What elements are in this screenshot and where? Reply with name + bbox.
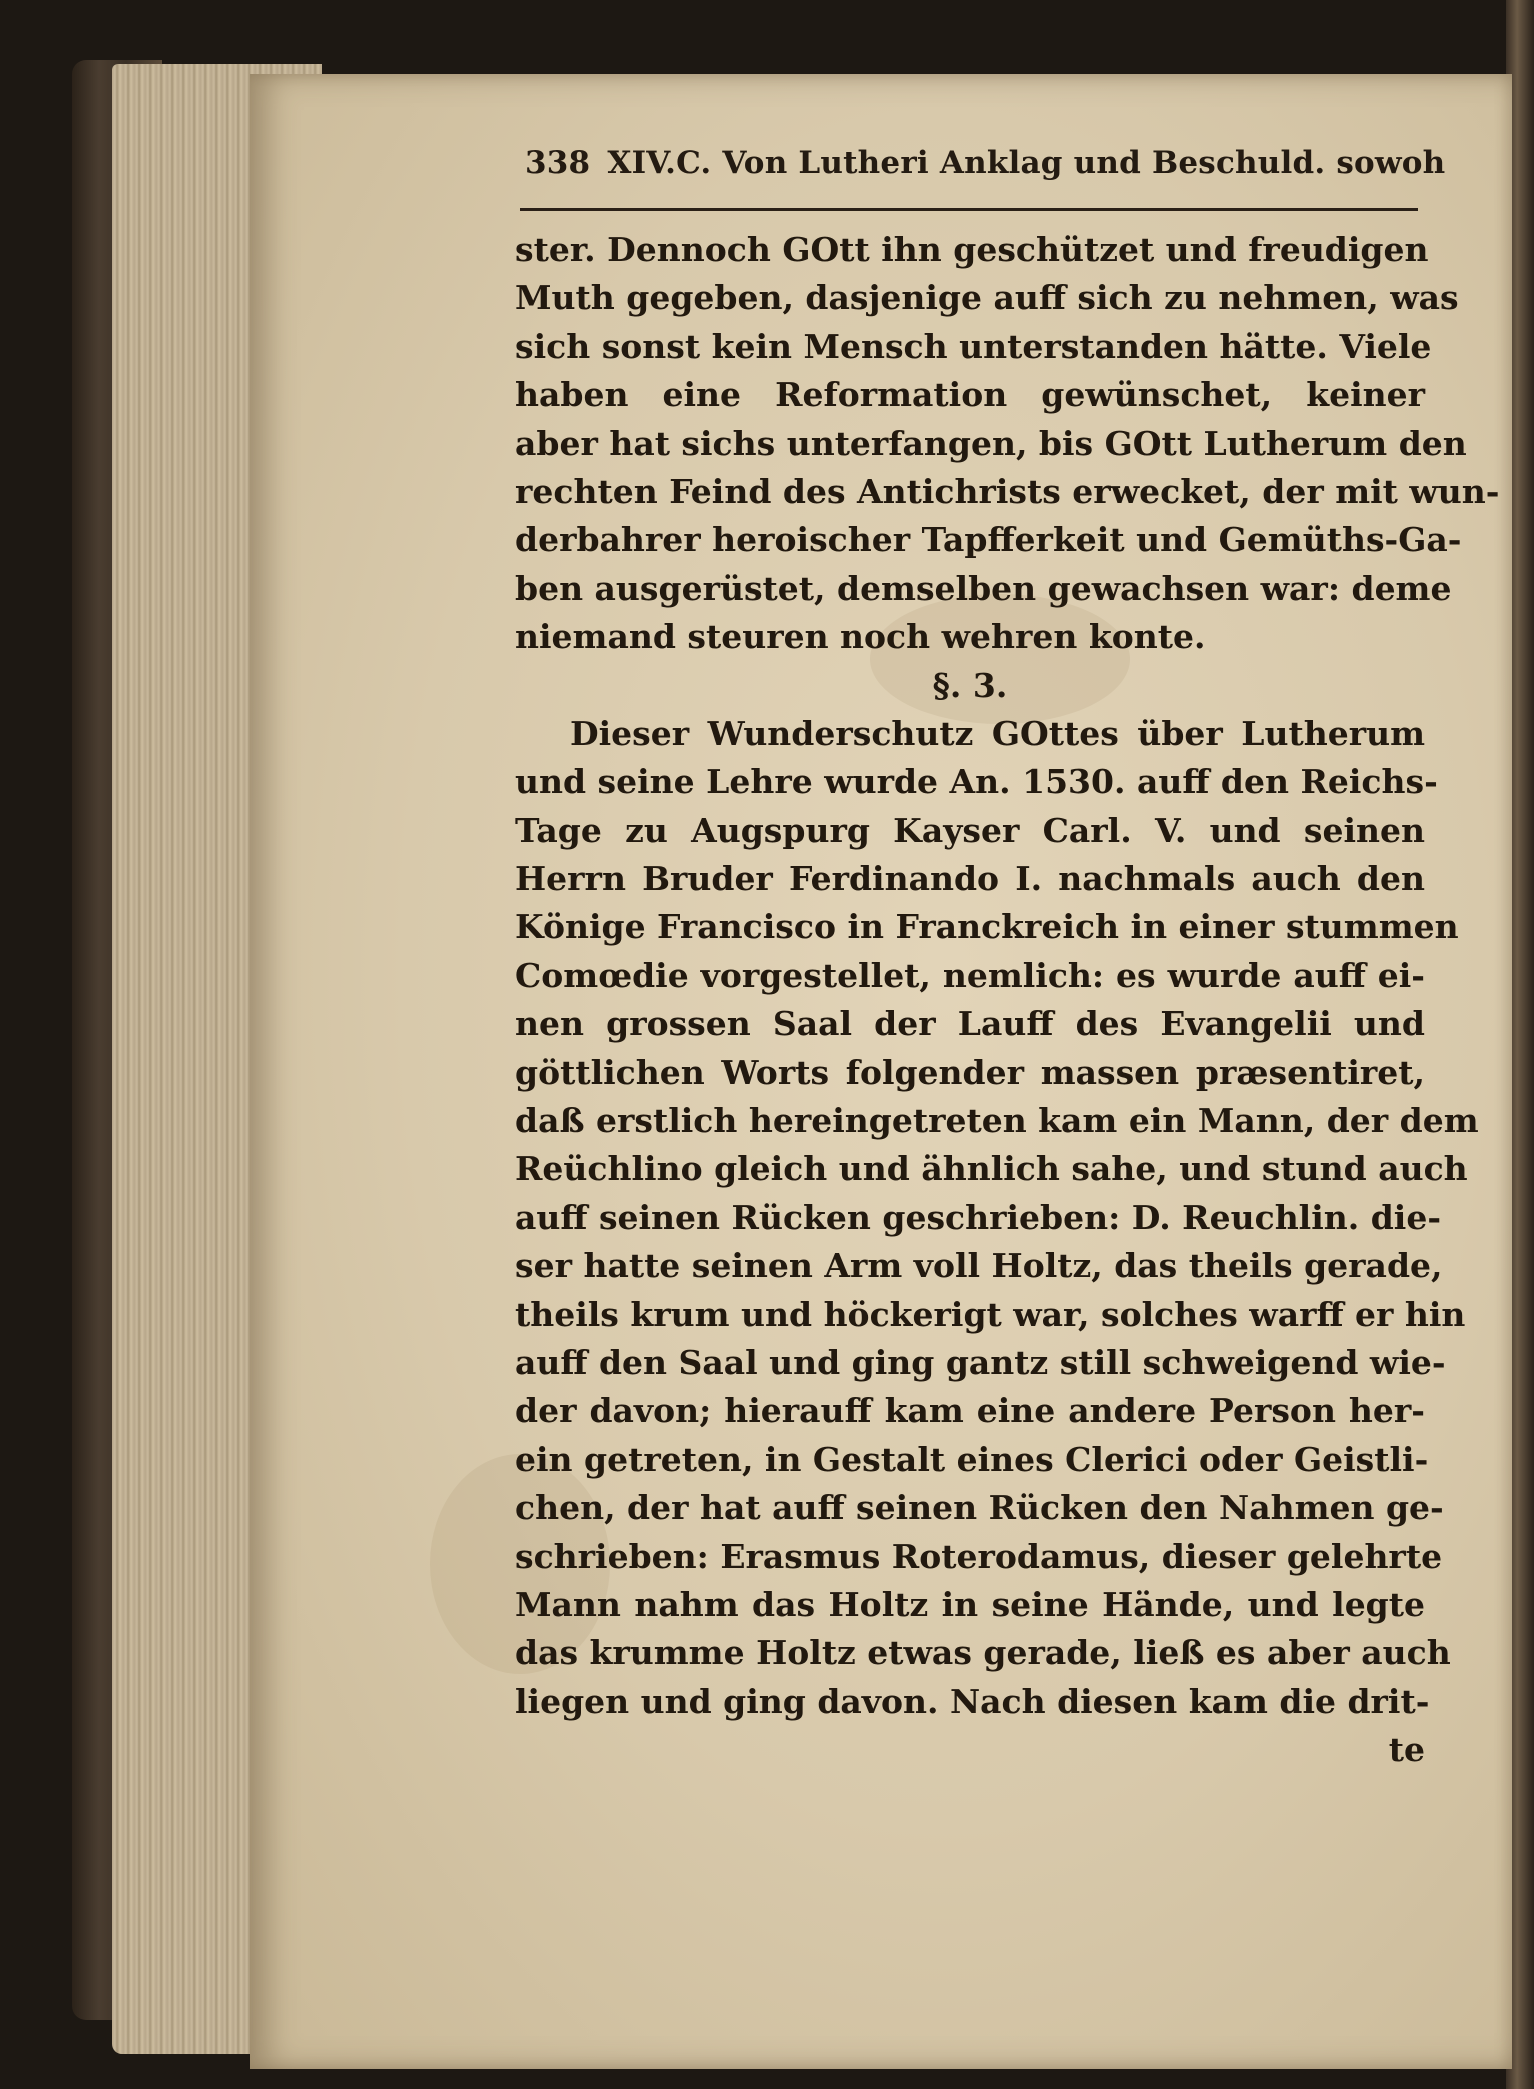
running-head: [525, 145, 1446, 189]
text-line: theils krum und höckerigt war, solches warff er hin: [515, 1294, 1466, 1334]
text-line: auff den Saal und ging gantz still schweigend wie-: [515, 1342, 1446, 1382]
text-line: daß erstlich hereingetreten kam ein Mann, der dem: [515, 1101, 1479, 1141]
text-line: Comœdie vorgestellet, nemlich: es wurde auff ei-: [515, 955, 1425, 995]
body-text: [515, 226, 1500, 1775]
text-line: Dieser Wunderschutz GOttes über Lutherum: [570, 713, 1425, 753]
text-line: Mann nahm das Holtz in seine Hände, und legte: [515, 1584, 1425, 1624]
text-line: das krumme Holtz etwas gerade, ließ es aber auch: [515, 1633, 1451, 1673]
text-line: rechten Feind des Antichrists erwecket, der mit wun-: [515, 471, 1500, 511]
text-line: aber hat sichs unterfangen, bis GOtt Lutherum den: [515, 423, 1467, 463]
text-line: liegen und ging davon. Nach diesen kam die drit-: [515, 1681, 1430, 1721]
text-line: schrieben: Erasmus Roterodamus, dieser gelehrte: [515, 1536, 1443, 1576]
catchword: te: [1388, 1730, 1425, 1770]
text-line: ben ausgerüstet, demselben gewachsen war: deme: [515, 568, 1452, 608]
text-line: Muth gegeben, dasjenige auff sich zu nehmen, was: [515, 278, 1459, 318]
text-line: göttlichen Worts folgender massen præsentiret,: [515, 1052, 1425, 1092]
text-line: der davon; hierauff kam eine andere Person her-: [515, 1391, 1425, 1431]
paragraph-end-line: niemand steuren noch wehren konte.: [515, 617, 1206, 657]
section-heading: §. 3.: [932, 665, 1008, 705]
text-line: ein getreten, in Gestalt eines Clerici oder Geistli-: [515, 1439, 1429, 1479]
running-head-title: XIV.C. Von Lutheri Anklag und Beschuld. sowoh: [607, 145, 1446, 181]
text-line: Reüchlino gleich und ähnlich sahe, und stund auch: [515, 1149, 1468, 1189]
text-line: derbahrer heroischer Tapfferkeit und Gemüths-Ga-: [515, 520, 1462, 560]
text-line: chen, der hat auff seinen Rücken den Nahmen ge-: [515, 1488, 1444, 1528]
text-line: nen grossen Saal der Lauff des Evangelii und: [515, 1004, 1425, 1044]
text-line: Herrn Bruder Ferdinando I. nachmals auch den: [515, 859, 1425, 899]
text-line: sich sonst kein Mensch unterstanden hätte. Viele: [515, 326, 1432, 366]
text-line: auff seinen Rücken geschrieben: D. Reuchlin. die-: [515, 1197, 1442, 1237]
text-line: Tage zu Augspurg Kayser Carl. V. und seinen: [515, 810, 1425, 850]
text-line: und seine Lehre wurde An. 1530. auff den Reichs-: [515, 762, 1438, 802]
page-number: 338: [525, 145, 591, 181]
text-line: ser hatte seinen Arm voll Holtz, das theils gerade,: [515, 1246, 1443, 1286]
text-line: ster. Dennoch GOtt ihn geschützet und freudigen: [515, 230, 1429, 269]
text-line: haben eine Reformation gewünschet, keiner: [515, 375, 1425, 415]
header-rule: [520, 208, 1418, 211]
text-line: Könige Francisco in Franckreich in einer stummen: [515, 907, 1459, 947]
